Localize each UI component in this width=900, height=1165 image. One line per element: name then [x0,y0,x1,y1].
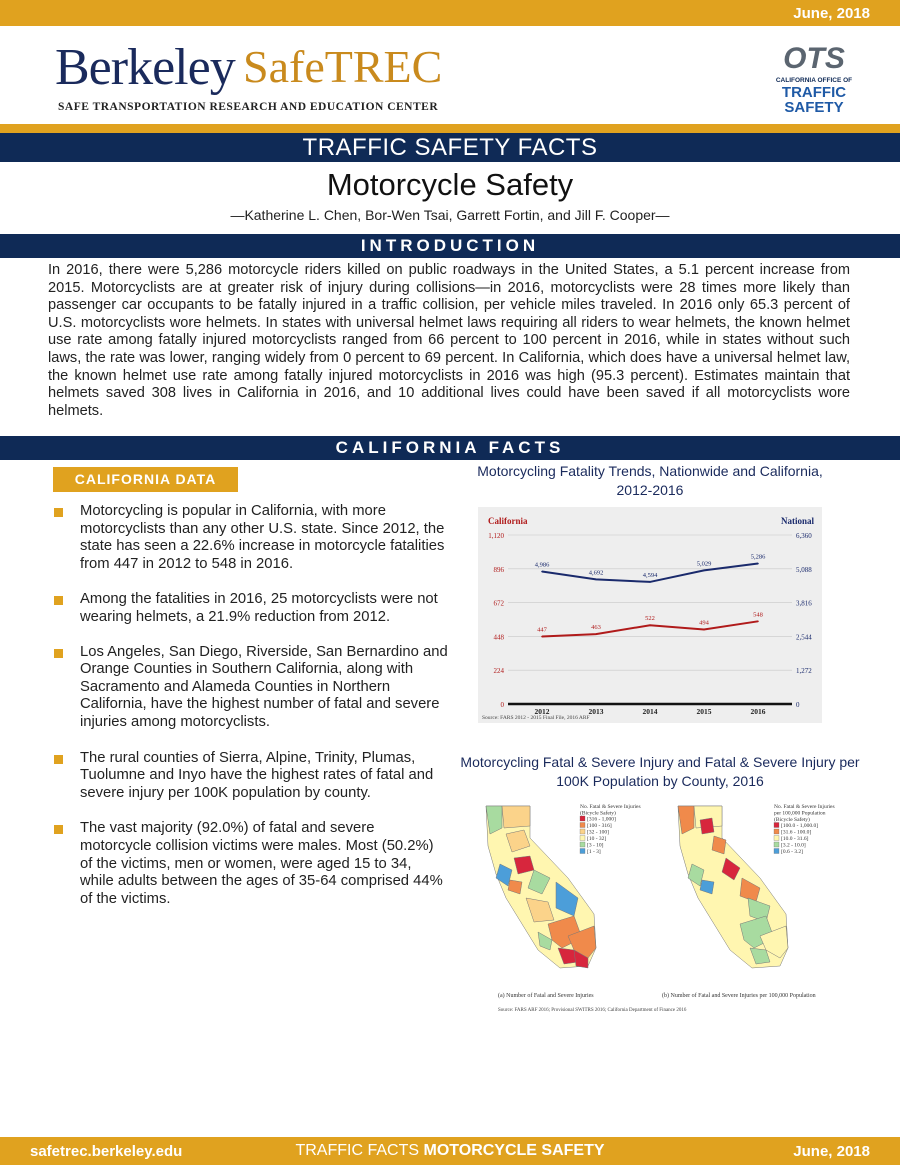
data-label: 5,029 [696,560,712,568]
legend-item: [0.6 - 3.2] [781,849,803,855]
footer-title-bold: MOTORCYCLE SAFETY [423,1142,605,1159]
fatality-trend-chart [478,507,822,723]
right-tick-label: 6,360 [796,532,812,540]
data-point [541,636,543,638]
data-point [703,629,705,631]
legend-item: [316 - 1,000] [587,816,616,823]
header-date: June, 2018 [793,5,870,22]
bullet-text: Motorcycling is popular in California, with more motorcyclists than any other U.S. state. Since 2012, the state has seen a 22.6% increase in motorcycle fatalities from 447 in 2012 to 548 in 2016. [80,503,445,572]
chart-title: Motorcycling Fatality Trends, Nationwide and California, 2012-2016 [477,463,823,498]
legend-swatch [774,849,779,854]
intro-section-bar [0,234,900,258]
data-point [703,570,705,572]
legend-title: per 100,000 Population [774,810,826,817]
legend-title: No. Fatal & Severe Injuries [580,804,641,810]
data-label: 494 [699,619,709,627]
legend-item: [100 - 316] [587,823,612,829]
footer-url-link[interactable]: safetrec.berkeley.edu [30,1143,183,1160]
footer-bar [0,1137,900,1165]
title-banner-text: TRAFFIC SAFETY FACTS [302,134,598,161]
data-point [595,579,597,581]
right-tick-label: 3,816 [796,599,812,608]
intro-paragraph: In 2016, there were 5,286 motorcycle riders killed on public roadways in the United States, a 5.1 percent increase from 2015. Motorcyclists are at greater risk of injury during collisions—in 2016, motorcyclists were 28 times more likely than passenger car occupants to be fatally injured in a traffic collision, per vehicle miles traveled. In 2016 only 65.3 percent of U.S. motorcyclists wore helmets. In states with universal helmet laws requiring all riders to wear helmets, the known helmet use rate among fatally injured motorcyclists ranged from 66 percent to 100 percent in 2016, while in states without such laws, the rate was lower, ranging widely from 0 percent to 69 percent. In California, which does have a universal helmet law, the known helmet use rate among fatally injured motorcyclists in 2016 was high (95.3 percent). Estimates maintain that helmets saved 308 lives in California in 2016, and 10 additional lives could have been saved if all motorcyclists wore helmets. [48,262,850,419]
x-tick-label: 2012 [534,707,550,716]
data-label: 522 [645,615,655,623]
bullet-text: The rural counties of Sierra, Alpine, Trinity, Plumas, Tuolumne and Inyo have the highest rates of fatal and severe injury per 100K population by county. [80,749,434,801]
left-tick-label: 224 [493,667,504,676]
legend-title: (Bicycle Safety) [774,817,810,823]
x-tick-label: 2015 [696,707,712,716]
right-tick-label: 5,088 [796,565,812,574]
right-map-legend [774,804,835,855]
left-tick-label: 896 [493,565,504,574]
california-map-rate [678,806,788,968]
footer-date: June, 2018 [793,1143,870,1160]
maps-source: Source: FARS ARF 2016; Provisional SWITRS 2016; California Department of Finance 2016 [498,1008,687,1013]
right-map-caption: (b) Number of Fatal and Severe Injuries per 100,000 Population [662,993,816,999]
right-axis-label: National [780,516,814,526]
footer-title-regular: TRAFFIC FACTS [295,1142,420,1159]
left-axis-label: California [488,516,528,526]
left-tick-label: 672 [493,599,504,608]
bullet-text: Los Angeles, San Diego, Riverside, San Bernardino and Orange Counties in Southern California, along with Sacramento and Alameda Counties in Northern California, have the highest number of fatal and severe injuries among motorcyclists. [80,643,448,730]
right-tick-label: 0 [796,701,800,709]
legend-item: [10.0 - 31.6] [781,836,809,842]
data-point [595,633,597,635]
berkeley-logo-text: Berkeley [55,39,235,96]
bullet-square-icon [54,596,63,605]
top-bar [0,0,900,26]
legend-item: [32 - 100] [587,829,609,836]
legend-item: [3 - 10] [587,842,604,849]
title-banner [0,133,900,162]
x-tick-label: 2016 [750,707,766,716]
data-label: 447 [537,626,547,634]
data-label: 4,692 [588,569,604,577]
list-item [54,591,449,626]
list-item [54,503,449,573]
ots-logo-line2: TRAFFIC [781,84,847,101]
intro-heading: INTRODUCTION [360,236,540,255]
legend-swatch [580,816,585,821]
legend-swatch [580,849,585,854]
left-tick-label: 0 [500,701,504,709]
data-label: 4,594 [642,571,658,579]
california-data-label: CALIFORNIA DATA [53,467,238,492]
right-tick-label: 2,544 [796,633,812,642]
california-map-count [486,806,596,968]
bullet-text: Among the fatalities in 2016, 25 motorcyclists were not wearing helmets, a 21.9% reduction from 2012. [80,591,438,625]
legend-swatch [774,836,779,841]
list-item [54,644,449,732]
legend-item: [10 - 32] [587,836,607,842]
data-point [649,624,651,626]
facts-section-bar [0,436,900,460]
x-tick-label: 2013 [588,707,604,716]
facts-bullet-list [54,503,449,908]
legend-swatch [580,829,585,834]
legend-swatch [774,829,779,834]
list-item [54,750,449,803]
header-divider [0,124,900,133]
bullet-square-icon [54,649,63,658]
chart-source: Source: FARS 2012 - 2015 Final File, 2016 ARF [482,715,590,721]
footer-title [0,1142,900,1160]
legend-swatch [774,842,779,847]
x-tick-label: 2014 [642,707,658,716]
legend-item: [3.2 - 10.0] [781,842,806,849]
left-tick-label: 1,120 [488,532,504,540]
left-map-legend [580,804,641,855]
data-point [757,621,759,623]
legend-item: [1 - 3] [587,849,601,855]
legend-item: [31.6 - 100.0] [781,829,812,836]
data-label: 5,286 [750,553,766,561]
maps-title: Motorcycling Fatal & Severe Injury and Fatal & Severe Injury per 100K Population by County, 2016 [460,754,860,789]
legend-swatch [774,823,779,828]
brand-subtitle: SAFE TRANSPORTATION RESEARCH AND EDUCATION CENTER [58,101,439,113]
right-tick-label: 1,272 [796,667,812,676]
data-point [541,571,543,573]
bullet-square-icon [54,825,63,834]
ots-logo-line1: CALIFORNIA OFFICE OF [775,77,853,84]
legend-swatch [580,842,585,847]
list-item [54,820,449,908]
legend-item: [100.0 - 1,000.0] [781,823,819,829]
ots-logo [772,42,856,114]
bullet-text: The vast majority (92.0%) of fatal and severe motorcycle collision victims were males. Most (50.2%) of the victims, men or women, were aged 15 to 34, while adults between the ages of 35-64 comprised 44% of the victims. [80,820,443,907]
ots-logo-letters: OTS [783,42,845,75]
data-point [649,581,651,583]
county-maps [478,798,848,1020]
legend-title: No. Fatal & Severe Injuries [774,804,835,810]
bullet-square-icon [54,755,63,764]
safetrec-logo-text: SafeTREC [243,41,443,92]
legend-swatch [580,836,585,841]
data-label: 548 [753,611,763,619]
legend-swatch [580,823,585,828]
ots-logo-line3: SAFETY [784,99,844,114]
data-label: 4,986 [534,561,550,569]
facts-heading: CALIFORNIA FACTS [335,438,565,457]
left-tick-label: 448 [493,633,504,642]
page-title: Motorcycle Safety [326,167,574,202]
left-map-caption: (a) Number of Fatal and Severe Injuries [498,993,594,999]
data-label: 463 [591,624,601,632]
bullet-square-icon [54,508,63,517]
legend-title: (Bicycle Safety) [580,810,616,817]
authors: —Katherine L. Chen, Bor-Wen Tsai, Garrett Fortin, and Jill F. Cooper— [230,207,670,223]
data-point [757,563,759,565]
